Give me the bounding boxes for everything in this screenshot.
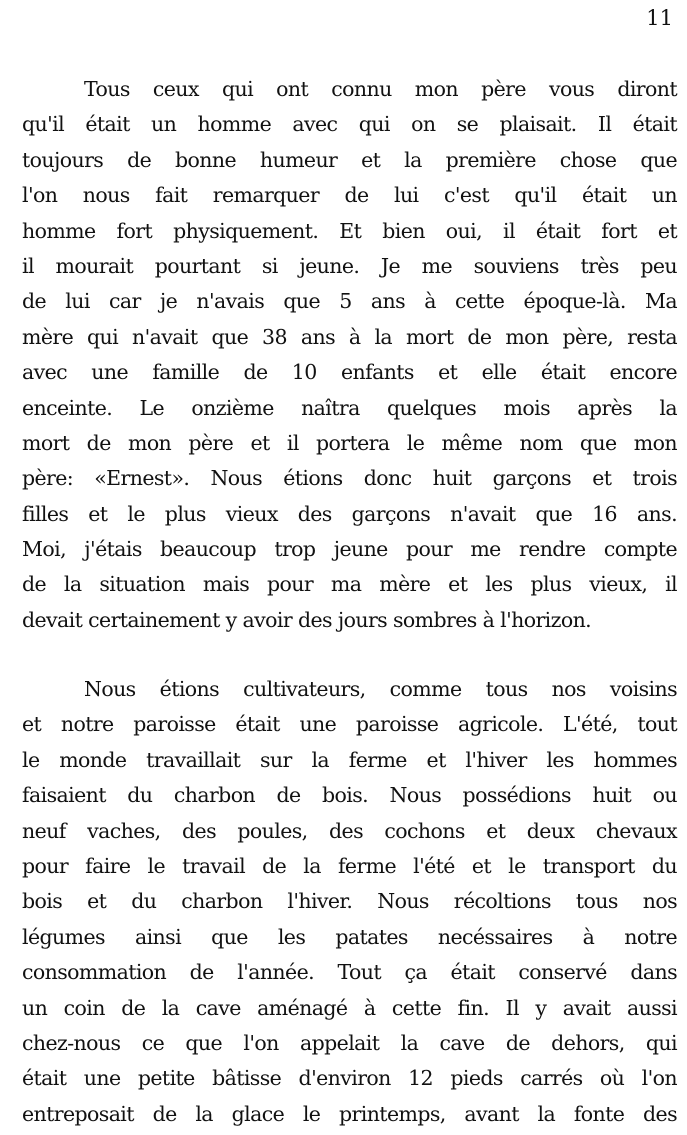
text-line: légumes ainsi que les patates necéssaires à notre [22,924,677,949]
text-line: de la situation mais pour ma mère et les plus vieux, il [22,572,677,597]
text-line: qu'il était un homme avec qui on se plaisait. Il était [22,112,677,137]
text-line: père: «Ernest». Nous étions donc huit garçons et trois [22,466,677,491]
text-line: pour faire le travail de la ferme l'été et le transport du [22,853,677,878]
text-line: un coin de la cave aménagé à cette fin. Il y avait aussi [22,995,677,1020]
text-line: le monde travaillait sur la ferme et l'hiver les hommes [22,747,677,772]
text-line: Tous ceux qui ont connu mon père vous diront [84,77,677,101]
text-line: faisaient du charbon de bois. Nous possédions huit ou [22,783,677,808]
text-line: consommation de l'année. Tout ça était conservé dans [22,960,677,985]
text-line: mère qui n'avait que 38 ans à la mort de mon père, resta [22,324,677,349]
text-line: devait certainement y avoir des jours sombres à l'horizon. [22,607,592,632]
text-line: de lui car je n'avais que 5 ans à cette époque-là. Ma [22,289,677,314]
text-line: bois et du charbon l'hiver. Nous récoltions tous nos [22,889,677,914]
paragraph-1 [22,72,677,638]
text-line: l'on nous fait remarquer de lui c'est qu'il était un [22,183,677,208]
text-line: homme fort physiquement. Et bien oui, il était fort et [22,218,677,243]
page-number: 11 [646,6,673,30]
text-line: il mourait pourtant si jeune. Je me souviens très peu [22,253,677,278]
text-line: Moi, j'étais beaucoup trop jeune pour me rendre compte [22,537,677,562]
text-line: filles et le plus vieux des garçons n'avait que 16 ans. [22,501,677,526]
text-line: enceinte. Le onzième naîtra quelques mois après la [22,395,677,420]
text-line: avec une famille de 10 enfants et elle était encore [22,360,677,385]
paragraph-2 [22,672,677,1132]
text-line: était une petite bâtisse d'environ 12 pieds carrés où l'on [22,1066,677,1091]
text-line: mort de mon père et il portera le même nom que mon [22,430,677,455]
text-line: et notre paroisse était une paroisse agricole. L'été, tout [22,712,677,737]
text-line: toujours de bonne humeur et la première chose que [22,147,677,172]
text-line: entreposait de la glace le printemps, avant la fonte des [22,1101,677,1126]
text-line: neuf vaches, des poules, des cochons et deux chevaux [22,818,677,843]
text-line: Nous étions cultivateurs, comme tous nos voisins [84,677,677,701]
text-line: chez-nous ce que l'on appelait la cave de dehors, qui [22,1030,677,1055]
